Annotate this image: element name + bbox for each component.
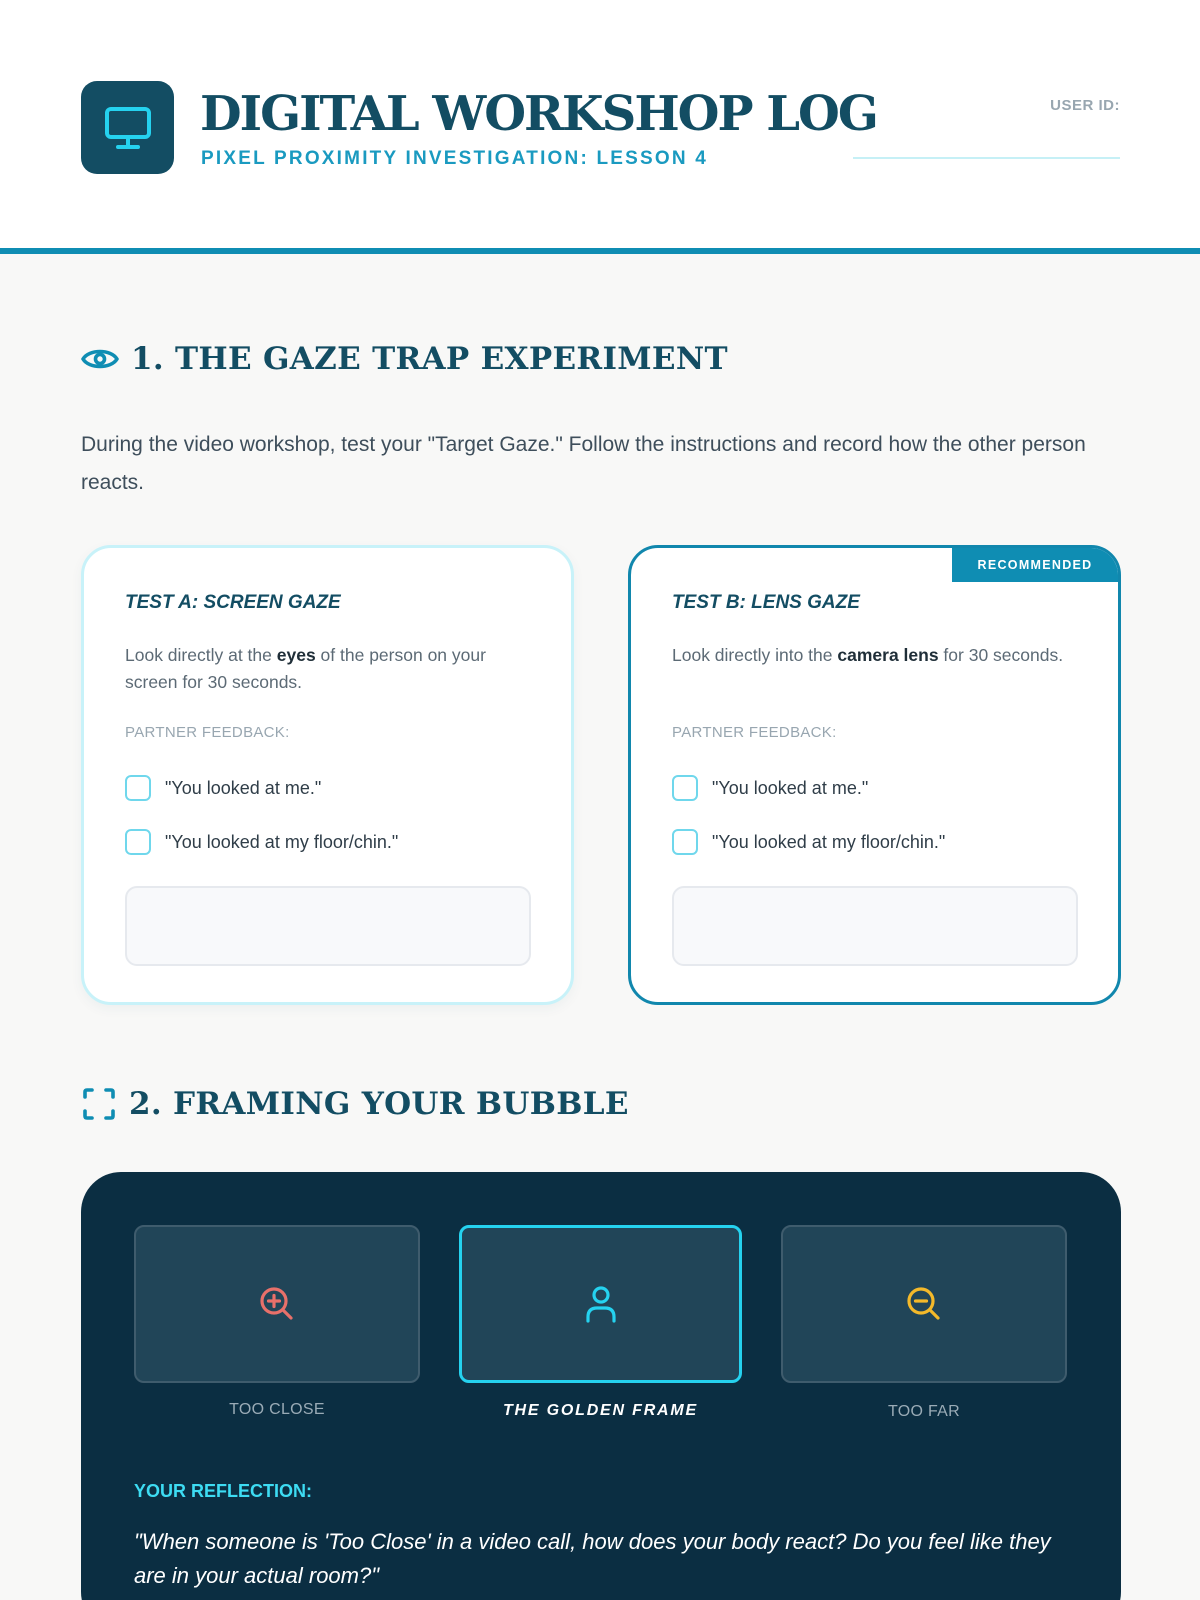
section-title: 1. THE GAZE TRAP EXPERIMENT	[131, 341, 728, 377]
eye-icon	[81, 345, 119, 373]
frame-option-too-close[interactable]	[134, 1225, 420, 1383]
user-id-field[interactable]	[853, 157, 1120, 159]
feedback-option[interactable]	[672, 775, 868, 801]
feedback-option[interactable]	[125, 829, 398, 855]
checkbox[interactable]	[672, 829, 698, 855]
test-description: Look directly at the eyes of the person on your screen for 30 seconds.	[125, 645, 486, 692]
test-title: TEST B: LENS GAZE	[672, 592, 860, 613]
logo-badge	[81, 81, 174, 174]
section-framing-heading	[81, 1086, 629, 1122]
user-id-label: USER ID:	[1050, 97, 1120, 114]
page-subtitle: PIXEL PROXIMITY INVESTIGATION: LESSON 4	[201, 148, 709, 169]
section-intro: During the video workshop, test your "Target Gaze." Follow the instructions and record how the other person reacts.	[81, 433, 1086, 494]
monitor-icon	[103, 104, 153, 152]
frame-label: TOO FAR	[887, 1403, 961, 1420]
checkbox[interactable]	[125, 829, 151, 855]
framing-panel	[81, 1172, 1121, 1600]
frame-label: THE GOLDEN FRAME	[502, 1402, 699, 1419]
frame-corners-icon	[81, 1086, 117, 1122]
feedback-option[interactable]	[672, 829, 945, 855]
option-label: "You looked at me."	[165, 777, 322, 798]
section-gaze-heading	[81, 341, 728, 377]
emphasis-text: eyes	[276, 645, 316, 665]
notes-field[interactable]	[672, 886, 1078, 966]
notes-field[interactable]	[125, 886, 531, 966]
option-label: "You looked at my floor/chin."	[165, 831, 399, 852]
frame-label: TOO CLOSE	[229, 1401, 325, 1418]
checkbox[interactable]	[672, 775, 698, 801]
partner-feedback-label: PARTNER FEEDBACK:	[125, 724, 290, 741]
person-icon	[583, 1284, 619, 1324]
partner-feedback-label: PARTNER FEEDBACK:	[672, 724, 837, 741]
option-label: "You looked at my floor/chin."	[712, 831, 946, 852]
option-label: "You looked at me."	[712, 777, 869, 798]
test-card-screen-gaze	[81, 545, 574, 1005]
feedback-option[interactable]	[125, 775, 321, 801]
emphasis-text: camera lens	[837, 645, 939, 665]
frame-option-golden[interactable]	[459, 1225, 742, 1383]
page-header	[0, 0, 1200, 254]
section-title: 2. FRAMING YOUR BUBBLE	[129, 1086, 629, 1122]
zoom-in-icon	[257, 1284, 297, 1324]
test-title: TEST A: SCREEN GAZE	[125, 592, 341, 613]
recommended-badge: RECOMMENDED	[952, 548, 1118, 582]
page-title: DIGITAL WORKSHOP LOG	[200, 86, 877, 142]
reflection-prompt: "When someone is 'Too Close' in a video call, how does your body react? Do you feel like they are in your actual room?"	[134, 1529, 1051, 1588]
reflection-label: YOUR REFLECTION:	[134, 1481, 312, 1501]
test-card-lens-gaze	[628, 545, 1121, 1005]
test-description: Look directly into the camera lens for 30 seconds.	[672, 645, 1064, 665]
frame-option-too-far[interactable]	[781, 1225, 1067, 1383]
checkbox[interactable]	[125, 775, 151, 801]
zoom-out-icon	[904, 1284, 944, 1324]
